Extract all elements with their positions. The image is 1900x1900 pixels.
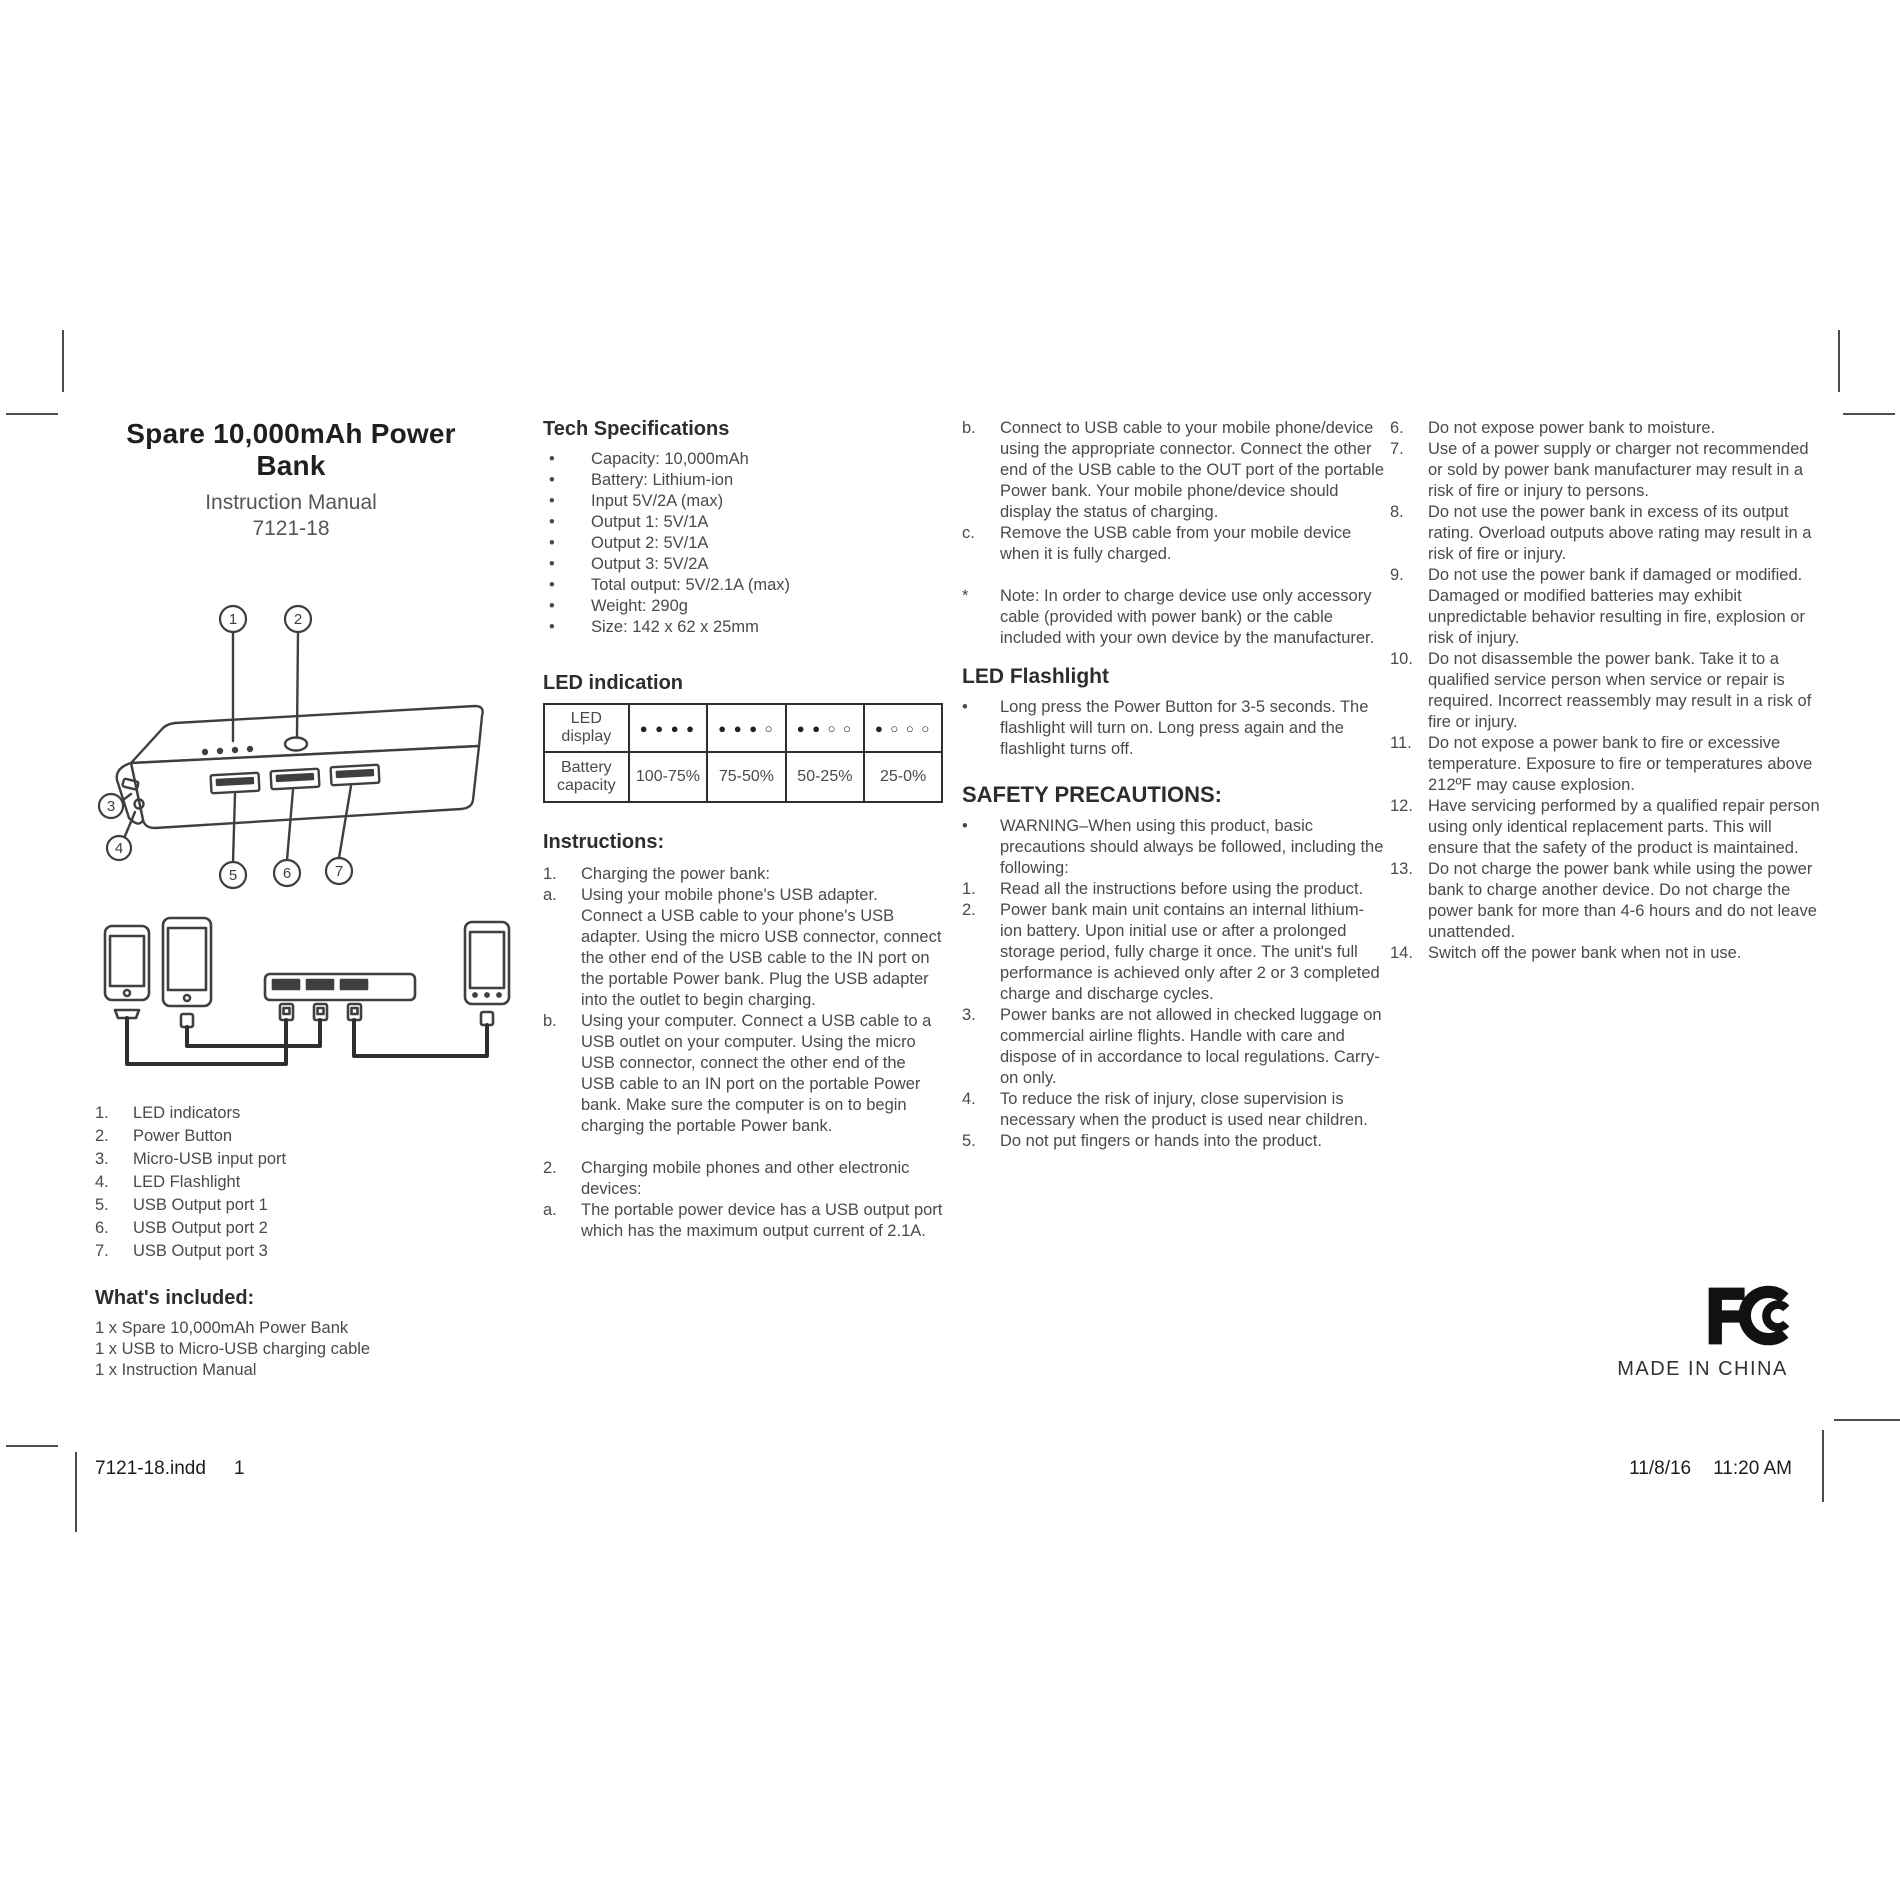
callout-3: 3 xyxy=(106,797,116,815)
list-item-text: Remove the USB cable from your mobile device when it is fully charged. xyxy=(1000,524,1352,563)
led-pattern-cell: ● ● ● ○ xyxy=(707,704,785,752)
list-item-text: Note: In order to charge device use only accessory cable (provided with power bank) or the cable included with your own device by the manufacturer. xyxy=(1000,587,1375,647)
list-item-marker: • xyxy=(549,450,555,468)
list-item xyxy=(1390,796,1822,859)
list-item-text: 1 x Spare 10,000mAh Power Bank xyxy=(95,1318,349,1337)
list-item-text: LED indicators xyxy=(133,1103,241,1122)
tech-specs-heading: Tech Specifications xyxy=(543,418,730,440)
list-item-text: USB Output port 1 xyxy=(133,1195,268,1214)
footer-page-number: 1 xyxy=(233,1458,245,1479)
parts-list xyxy=(95,1102,487,1263)
list-item-marker: 3. xyxy=(962,1006,976,1024)
list-item-marker: b. xyxy=(543,1012,557,1030)
list-item-text: Do not disassemble the power bank. Take it to a qualified service person when service or repair is required. Incorrect reassembly may result in a risk of fire or injury. xyxy=(1428,650,1812,731)
list-item xyxy=(962,1131,1384,1152)
list-item xyxy=(95,1240,487,1263)
instructions-heading: Instructions: xyxy=(543,831,665,853)
list-item-text: Have servicing performed by a qualified repair person using only identical replacement parts. This will ensure that the safety of the product is maintained. xyxy=(1428,797,1820,857)
led-display-row xyxy=(544,704,942,752)
callout-7: 7 xyxy=(334,862,344,880)
list-item-marker: • xyxy=(549,471,555,489)
capacity-cell: 50-25% xyxy=(786,752,864,802)
list-item-marker: 10. xyxy=(1390,650,1413,668)
list-item-text: 1 x Instruction Manual xyxy=(95,1360,257,1379)
list-item-marker: • xyxy=(549,534,555,552)
subtitle-model-number: 7121-18 xyxy=(252,516,330,540)
list-item-text: 1 x USB to Micro-USB charging cable xyxy=(95,1339,371,1358)
list-item-text: Do not expose a power bank to fire or excessive temperature. Exposure to fire or temperatures above 212ºF may cause explosion. xyxy=(1428,734,1813,794)
list-item-text: Battery: Lithium-ion xyxy=(591,471,734,489)
list-item xyxy=(962,816,1384,879)
capacity-cell: 75-50% xyxy=(707,752,785,802)
list-item xyxy=(962,900,1384,1005)
tech-specs-list xyxy=(543,449,943,638)
column-3 xyxy=(962,418,1384,1152)
subtitle-instruction-manual: Instruction Manual xyxy=(205,490,377,514)
list-item-marker: 4. xyxy=(962,1090,976,1108)
list-item xyxy=(543,449,943,470)
callout-4: 4 xyxy=(114,839,124,857)
list-item-text: USB Output port 2 xyxy=(133,1218,268,1237)
list-item-marker: 3. xyxy=(95,1149,109,1168)
list-item-marker: 7. xyxy=(95,1241,109,1260)
list-item-marker: 2. xyxy=(95,1126,109,1145)
list-item-marker: 4. xyxy=(95,1172,109,1191)
footer-time: 11:20 AM xyxy=(1713,1458,1792,1479)
list-item-text: Do not use the power bank if damaged or modified. Damaged or modified batteries may exhibit unpredictable behavior resulting in fire, explosion or risk of injury. xyxy=(1428,566,1805,647)
crop-mark xyxy=(6,413,58,415)
callout-2: 2 xyxy=(293,610,303,628)
list-item xyxy=(1390,733,1822,796)
list-item xyxy=(543,596,943,617)
list-item xyxy=(543,885,943,1011)
list-item xyxy=(543,470,943,491)
list-item-text: Weight: 290g xyxy=(591,597,688,615)
list-item-marker: • xyxy=(549,555,555,573)
battery-capacity-row xyxy=(544,752,942,802)
list-item xyxy=(543,575,943,596)
list-item xyxy=(95,1360,487,1381)
list-item-marker: • xyxy=(962,817,968,835)
list-item-text: USB Output port 3 xyxy=(133,1241,268,1260)
section-heading: SAFETY PRECAUTIONS: xyxy=(962,782,1222,807)
list-item-marker: 11. xyxy=(1390,734,1412,752)
made-in-china-label: MADE IN CHINA xyxy=(1617,1358,1788,1380)
led-pattern-cell: ● ● ○ ○ xyxy=(786,704,864,752)
list-item xyxy=(95,1318,487,1339)
crop-mark xyxy=(75,1452,77,1532)
list-item xyxy=(543,533,943,554)
list-item xyxy=(962,697,1384,760)
list-item xyxy=(1390,439,1822,502)
crop-mark xyxy=(1843,413,1895,415)
callout-1: 1 xyxy=(228,610,238,628)
column-4 xyxy=(1390,418,1822,964)
list-item-text: Capacity: 10,000mAh xyxy=(591,450,749,468)
included-heading: What's included: xyxy=(95,1286,255,1309)
list-item-text: Do not charge the power bank while using the power bank to charge another device. Do not charge the power bank for more than 4-6 hours and do not leave unattended. xyxy=(1428,860,1817,941)
callout-6: 6 xyxy=(282,864,292,882)
list-item xyxy=(962,879,1384,900)
battery-capacity-label: Battery capacity xyxy=(544,752,629,802)
list-item xyxy=(1390,565,1822,649)
list-item-text: The portable power device has a USB output port which has the maximum output current of 2.1A. xyxy=(581,1201,943,1240)
list-item-marker: • xyxy=(549,576,555,594)
list-item-text: Switch off the power bank when not in use. xyxy=(1428,944,1742,962)
list-item-marker: 2. xyxy=(962,901,976,919)
list-item-text: Using your mobile phone's USB adapter. Connect a USB cable to your phone's USB adapter. Using the micro USB connector, connect the other end of the USB cable to the IN port on the portable Power bank. Plug the USB adapter into the outlet to begin charging. xyxy=(581,886,942,1009)
safety-precautions-continued xyxy=(1390,418,1822,964)
led-display-label: LED display xyxy=(544,704,629,752)
list-item xyxy=(1390,943,1822,964)
list-item-marker: * xyxy=(962,587,969,605)
crop-mark xyxy=(1822,1430,1824,1502)
list-item-text: Output 3: 5V/2A xyxy=(591,555,709,573)
list-item xyxy=(962,523,1384,565)
led-indication-heading: LED indication xyxy=(543,672,683,694)
column-2 xyxy=(543,418,943,1242)
charging-diagram xyxy=(93,914,525,1086)
list-item-marker: • xyxy=(549,492,555,510)
list-item-text: Output 1: 5V/1A xyxy=(591,513,709,531)
capacity-cell: 25-0% xyxy=(864,752,942,802)
list-item-marker: • xyxy=(962,698,968,716)
list-item-marker: 9. xyxy=(1390,566,1404,584)
list-item xyxy=(543,1158,943,1200)
list-item-marker: • xyxy=(549,618,555,636)
crop-mark xyxy=(62,330,64,392)
list-item xyxy=(962,1089,1384,1131)
footer-file-label: 7121-18.indd xyxy=(95,1458,206,1479)
power-bank-diagram xyxy=(83,578,503,896)
instructions-continued xyxy=(962,418,1384,1152)
footer-filename xyxy=(95,1458,245,1480)
crop-mark xyxy=(1838,330,1840,392)
footer-date: 11/8/16 xyxy=(1629,1458,1692,1479)
callout-5: 5 xyxy=(228,866,238,884)
list-item-text: Using your computer. Connect a USB cable to a USB outlet on your computer. Using the micro USB connector, connect the other end of the USB cable to an IN port on the portable Power bank. Make sure the computer is on to begin charging the portable Power bank. xyxy=(581,1012,932,1135)
column-1 xyxy=(95,418,487,1381)
list-item-marker: 6. xyxy=(95,1218,109,1237)
list-item-marker: b. xyxy=(962,419,976,437)
crop-mark xyxy=(1834,1419,1900,1421)
list-item-marker: 6. xyxy=(1390,419,1404,437)
fcc-logo-icon xyxy=(1690,1285,1820,1352)
list-item-text: Input 5V/2A (max) xyxy=(591,492,724,510)
list-item xyxy=(543,1200,943,1242)
list-item-marker: • xyxy=(549,597,555,615)
list-item xyxy=(962,1005,1384,1089)
list-item-marker: 5. xyxy=(962,1132,976,1150)
capacity-cell: 100-75% xyxy=(629,752,707,802)
list-item xyxy=(543,491,943,512)
list-item-marker: 1. xyxy=(962,880,976,898)
list-item-text: Power banks are not allowed in checked luggage on commercial airline flights. Handle with care and dispose of in accordance to local regulations. Carry-on only. xyxy=(1000,1006,1382,1087)
list-item xyxy=(543,554,943,575)
list-item-text: Do not use the power bank in excess of its output rating. Overload outputs above rating may result in a risk of fire or injury. xyxy=(1428,503,1812,563)
list-item-text: Charging mobile phones and other electronic devices: xyxy=(581,1159,910,1198)
list-item-text: Charging the power bank: xyxy=(581,865,770,883)
list-item-text: Total output: 5V/2.1A (max) xyxy=(591,576,791,594)
list-item-text: Power Button xyxy=(133,1126,233,1145)
list-item xyxy=(543,864,943,885)
list-item xyxy=(95,1194,487,1217)
list-item-text: Do not put fingers or hands into the product. xyxy=(1000,1132,1322,1150)
list-item-marker: 5. xyxy=(95,1195,109,1214)
list-item-text: Size: 142 x 62 x 25mm xyxy=(591,618,759,636)
list-item xyxy=(543,617,943,638)
section-heading: LED Flashlight xyxy=(962,665,1109,688)
list-item-marker: 14. xyxy=(1390,944,1413,962)
list-item-text: Output 2: 5V/1A xyxy=(591,534,709,552)
list-item xyxy=(1390,502,1822,565)
list-item xyxy=(95,1171,487,1194)
list-item-text: To reduce the risk of injury, close supervision is necessary when the product is used near children. xyxy=(1000,1090,1368,1129)
list-item-marker: 1. xyxy=(95,1103,109,1122)
list-item xyxy=(543,1011,943,1137)
list-item-text: Power bank main unit contains an internal lithium-ion battery. Upon initial use or after a prolonged storage period, fully charge it once. The unit's full performance is achieved only after 2 or 3 completed charge and discharge cycles. xyxy=(1000,901,1380,1003)
list-item-marker: a. xyxy=(543,1201,557,1219)
list-item xyxy=(1390,859,1822,943)
list-item xyxy=(95,1125,487,1148)
list-item xyxy=(95,1339,487,1360)
list-item-text: Do not expose power bank to moisture. xyxy=(1428,419,1716,437)
list-item-marker: 12. xyxy=(1390,797,1413,815)
list-item-marker: a. xyxy=(543,886,557,904)
list-item-marker: • xyxy=(549,513,555,531)
included-list xyxy=(95,1318,487,1381)
list-item-text: WARNING–When using this product, basic precautions should always be followed, including the following: xyxy=(1000,817,1384,877)
page-title: Spare 10,000mAh Power Bank xyxy=(126,418,456,481)
led-pattern-cell: ● ○ ○ ○ xyxy=(864,704,942,752)
list-item-text: Connect to USB cable to your mobile phone/device using the appropriate connector. Connect the other end of the USB cable to the OUT port of the portable Power bank. Your mobile phone/device should display the status of charging. xyxy=(1000,419,1385,521)
crop-mark xyxy=(6,1445,58,1447)
list-item-marker: 2. xyxy=(543,1159,557,1177)
list-item xyxy=(962,586,1384,649)
list-item xyxy=(95,1148,487,1171)
list-item xyxy=(95,1217,487,1240)
instructions-list xyxy=(543,864,943,1242)
list-item-marker: 8. xyxy=(1390,503,1404,521)
list-item-marker: 7. xyxy=(1390,440,1404,458)
list-item-text: LED Flashlight xyxy=(133,1172,241,1191)
list-item-text: Micro-USB input port xyxy=(133,1149,287,1168)
list-item xyxy=(1390,418,1822,439)
list-item-text: Read all the instructions before using the product. xyxy=(1000,880,1364,898)
list-item xyxy=(95,1102,487,1125)
list-item-marker: c. xyxy=(962,524,975,542)
led-pattern-cell: ● ● ● ● xyxy=(629,704,707,752)
list-item xyxy=(543,512,943,533)
list-item xyxy=(962,418,1384,523)
list-item xyxy=(1390,649,1822,733)
list-item-marker: 13. xyxy=(1390,860,1413,878)
footer-timestamp xyxy=(1452,1458,1792,1480)
led-indication-table xyxy=(543,703,943,803)
list-item-marker: 1. xyxy=(543,865,557,883)
list-item-text: Long press the Power Button for 3-5 seconds. The flashlight will turn on. Long press again and the flashlight turns off. xyxy=(1000,698,1369,758)
list-item-text: Use of a power supply or charger not recommended or sold by power bank manufacturer may result in a risk of fire or injury to persons. xyxy=(1428,440,1809,500)
